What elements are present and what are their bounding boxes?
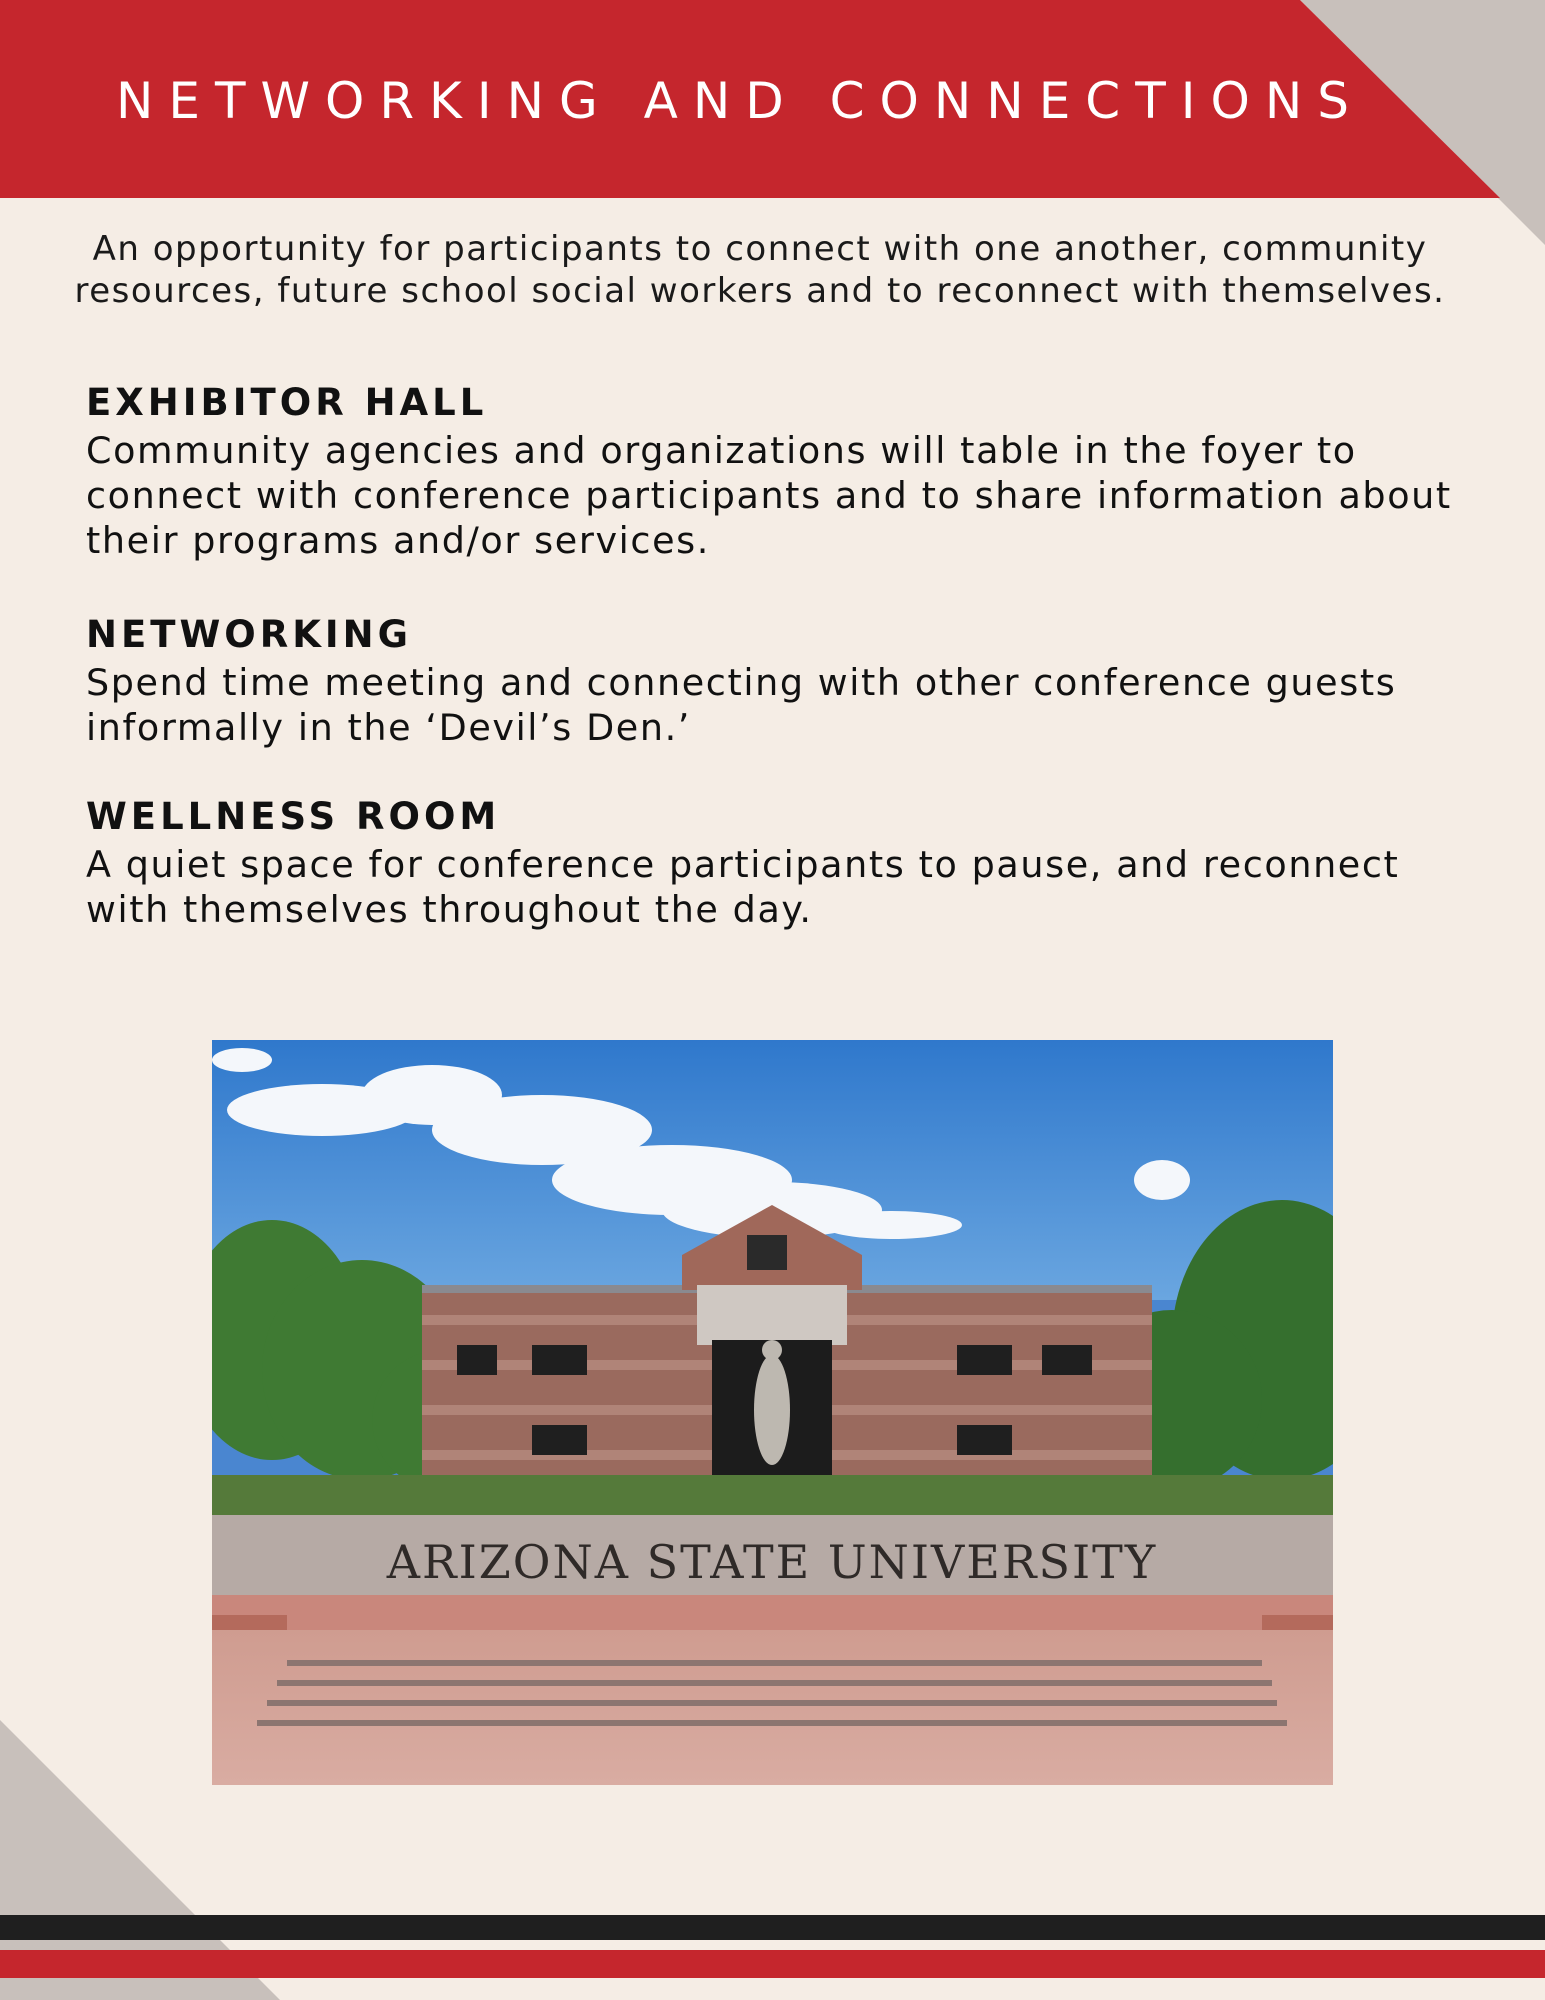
section-heading: NETWORKING xyxy=(86,613,413,656)
footer-stripe-red xyxy=(0,1950,1545,1978)
campus-photo-illustration xyxy=(212,1040,1333,1785)
section-networking xyxy=(86,612,1486,750)
tower-window xyxy=(747,1235,787,1270)
intro-text: An opportunity for participants to connect with one another, community resources, future school social workers and to reconnect with themselves. xyxy=(74,229,1446,311)
section-body: Spend time meeting and connecting with other conference guests informally in the ‘Devil’s Den.’ xyxy=(86,661,1397,749)
section-heading: WELLNESS ROOM xyxy=(86,795,501,838)
section-heading: EXHIBITOR HALL xyxy=(86,381,488,424)
plaza xyxy=(212,1630,1333,1785)
footer-stripe-black xyxy=(0,1915,1545,1940)
section-body: Community agencies and organizations will table in the foyer to connect with conference participants and to share information about their programs and/or services. xyxy=(86,429,1452,562)
section-body: A quiet space for conference participants to pause, and reconnect with themselves throughout the day. xyxy=(86,843,1400,931)
section-wellness-room xyxy=(86,794,1486,932)
page-title: NETWORKING AND CONNECTIONS xyxy=(115,72,1364,130)
campus-photo xyxy=(212,1040,1333,1785)
statue xyxy=(754,1355,790,1465)
hedge xyxy=(212,1475,1333,1515)
section-exhibitor-hall xyxy=(86,380,1486,563)
sign-text: ARIZONA STATE UNIVERSITY xyxy=(386,1535,1158,1589)
